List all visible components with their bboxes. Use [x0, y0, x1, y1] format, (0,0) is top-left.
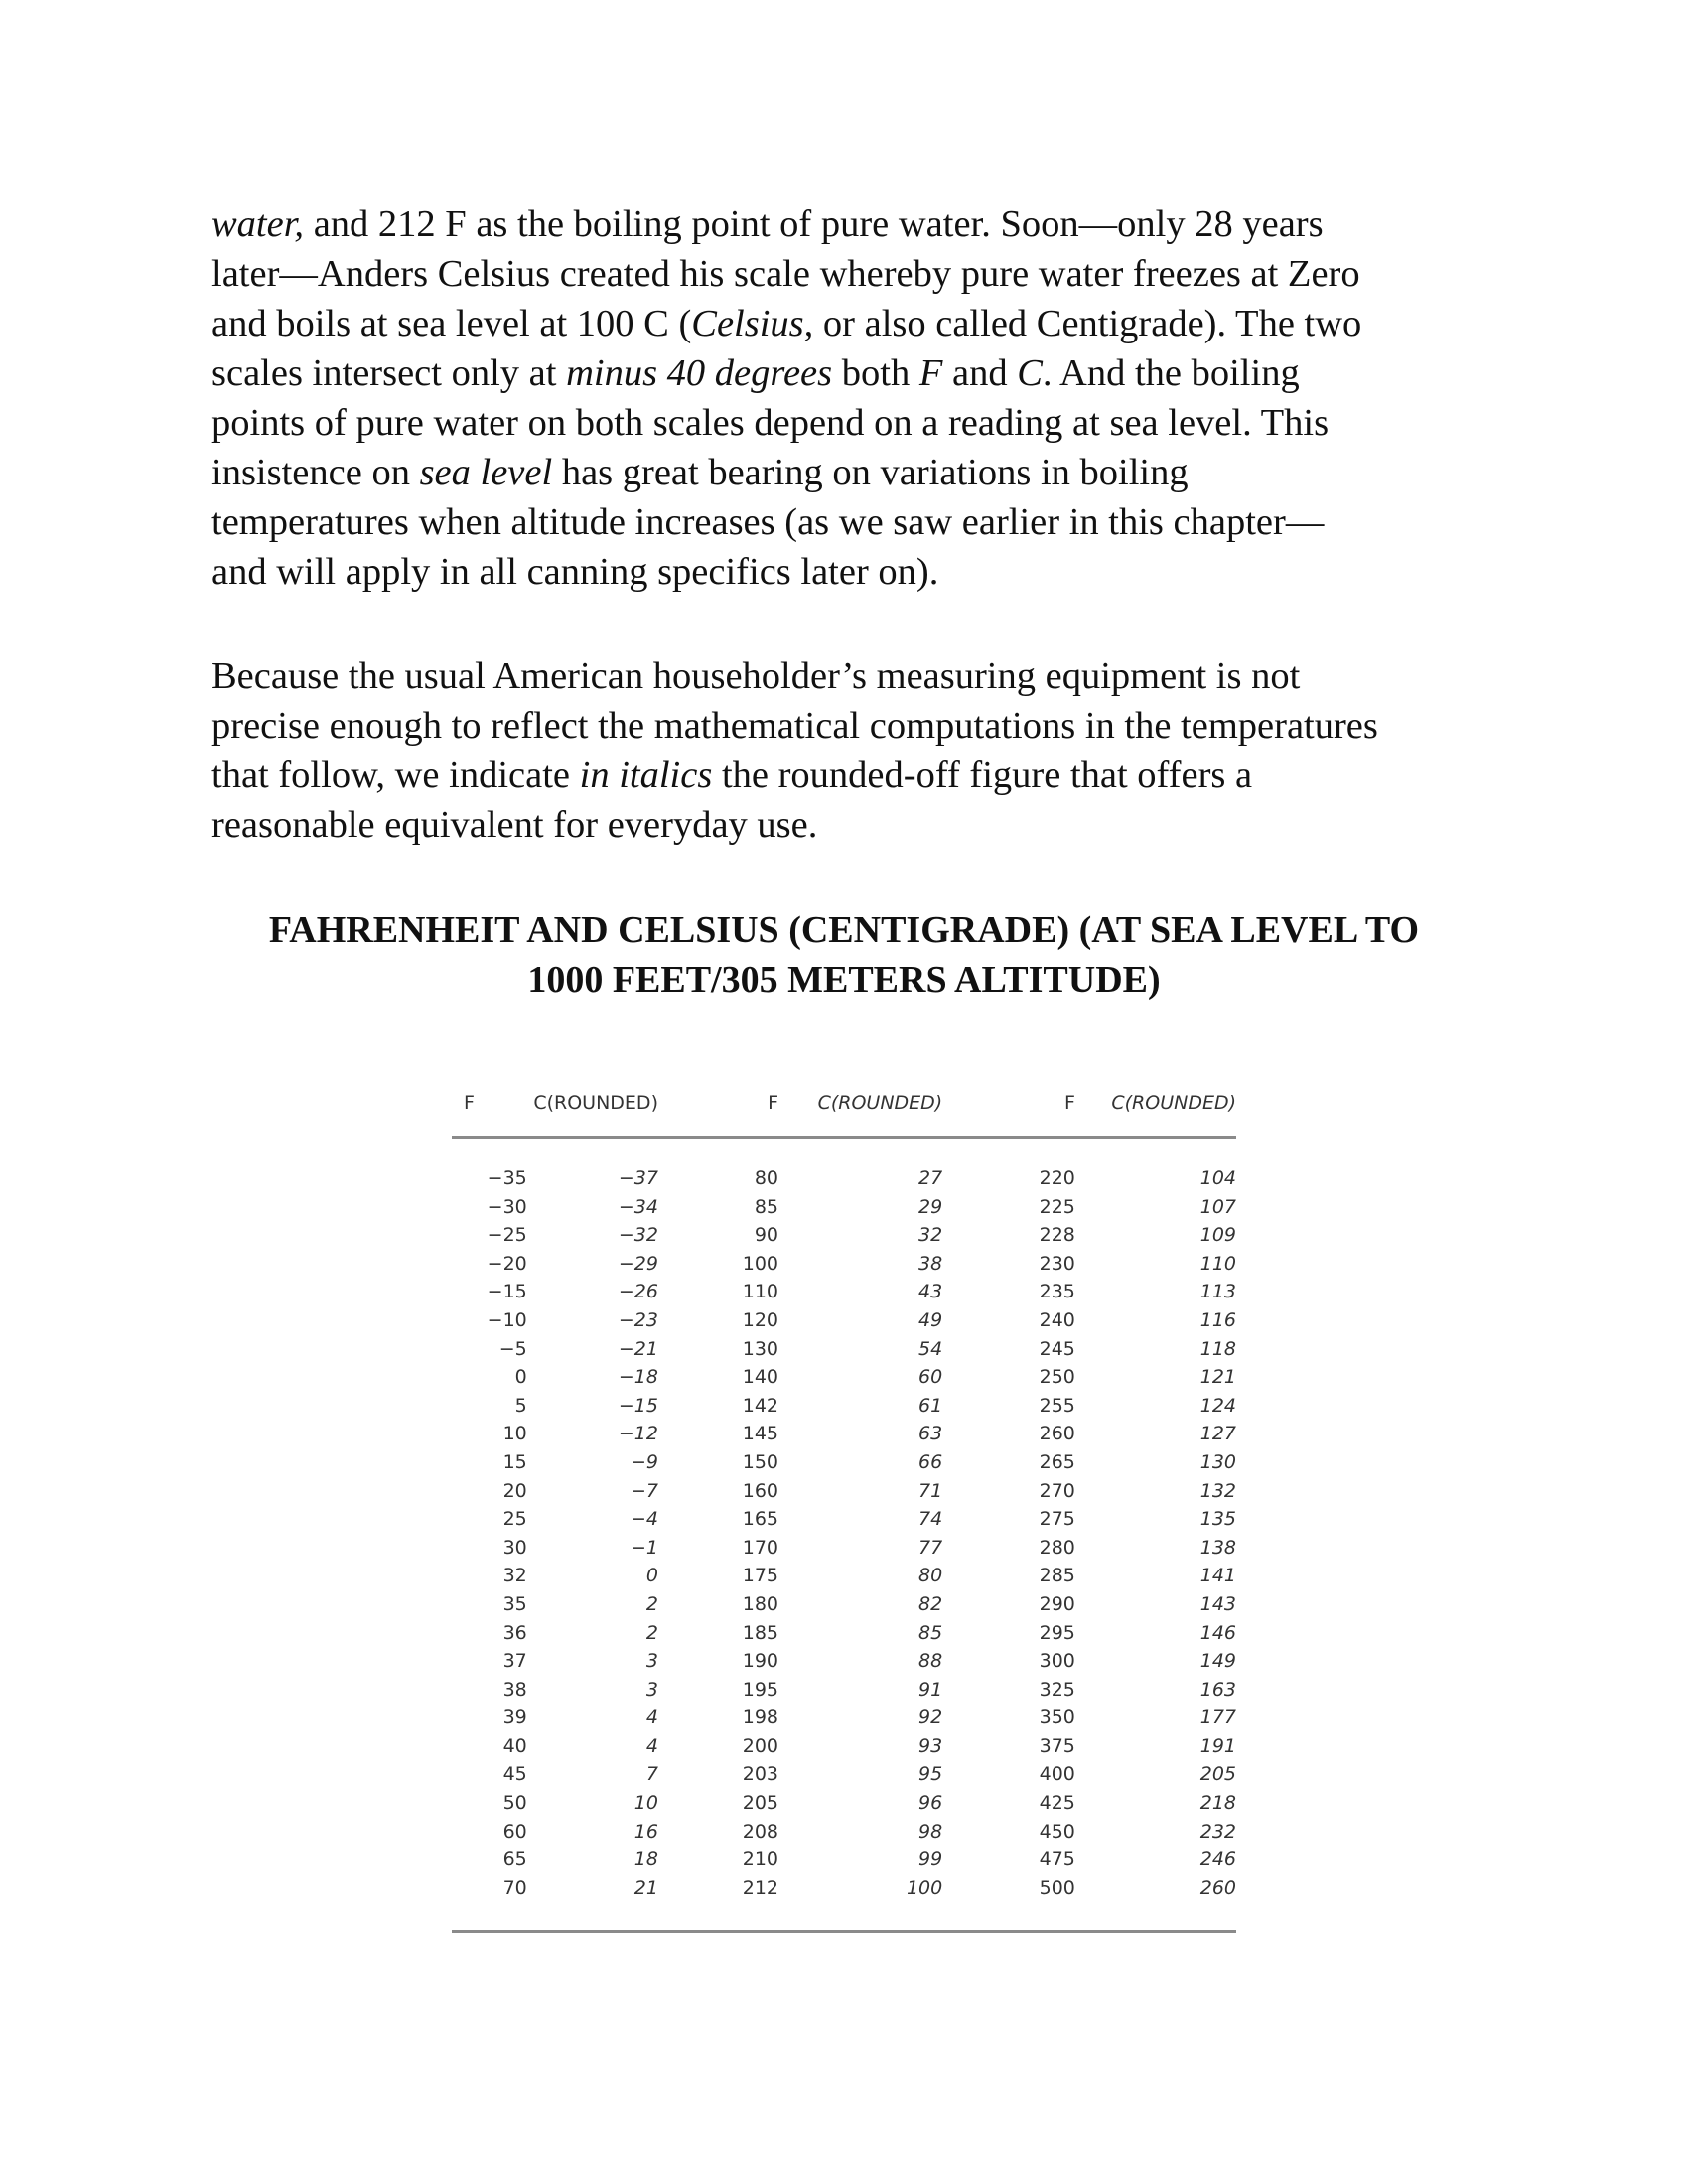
cell-f-3: 500	[1039, 1876, 1075, 1899]
text-line	[211, 701, 1502, 751]
cell-f-1: 25	[502, 1508, 527, 1531]
cell-f-3: 400	[1039, 1763, 1075, 1786]
table-row	[452, 1676, 1236, 1705]
fahrenheit-celsius-table	[452, 1082, 1236, 1933]
table-row	[452, 1335, 1236, 1364]
cell-f-3: 475	[1039, 1848, 1075, 1871]
cell-c-rounded-1: 10	[633, 1792, 658, 1815]
table-row	[452, 1505, 1236, 1534]
cell-f-2: 175	[742, 1565, 778, 1587]
cell-c-rounded-2: 71	[918, 1479, 943, 1502]
cell-f-3: 225	[1039, 1195, 1075, 1218]
text-line	[211, 200, 1502, 249]
cell-c-rounded-1: 21	[633, 1876, 658, 1899]
cell-f-1: −20	[487, 1252, 527, 1275]
cell-c-rounded-1: 7	[645, 1763, 658, 1786]
table-row	[452, 1448, 1236, 1477]
cell-c-rounded-2: 60	[918, 1366, 943, 1389]
cell-c-rounded-1: 4	[645, 1706, 658, 1729]
paragraph-rounding-note	[211, 651, 1502, 850]
cell-c-rounded-2: 88	[918, 1650, 943, 1673]
cell-f-2: 142	[742, 1394, 778, 1417]
cell-c-rounded-3: 205	[1199, 1763, 1236, 1786]
header-c-rounded-1: C(ROUNDED)	[533, 1092, 658, 1114]
cell-f-3: 280	[1039, 1536, 1075, 1559]
text-run: scales intersect only at	[211, 352, 567, 394]
text-run: and	[942, 352, 1018, 394]
paragraph-temperature-scales	[211, 200, 1502, 597]
cell-c-rounded-3: 116	[1199, 1308, 1236, 1331]
text-run: has great bearing on variations in boiling	[552, 452, 1189, 493]
cell-c-rounded-3: 113	[1199, 1281, 1236, 1303]
cell-c-rounded-2: 61	[918, 1394, 943, 1417]
table-row	[452, 1138, 1236, 1193]
text-line	[211, 299, 1502, 348]
header-f-3: F	[1063, 1092, 1075, 1114]
table-heading-line-2: 1000 FEET/305 METERS ALTITUDE)	[527, 959, 1161, 1001]
cell-c-rounded-2: 43	[918, 1281, 943, 1303]
italic-text: F	[918, 352, 943, 394]
cell-f-1: 45	[502, 1763, 527, 1786]
cell-f-3: 260	[1039, 1423, 1075, 1445]
text-run: temperatures when altitude increases (as we saw earlier in this chapter—	[211, 501, 1325, 543]
conversion-table-container	[452, 1082, 1236, 1933]
cell-f-2: 110	[742, 1281, 778, 1303]
table-row	[452, 1845, 1236, 1874]
cell-c-rounded-1: −1	[630, 1536, 658, 1559]
cell-c-rounded-3: 177	[1199, 1706, 1236, 1729]
text-run: reasonable equivalent for everyday use.	[211, 804, 818, 846]
table-row	[452, 1789, 1236, 1818]
italic-text: sea level	[419, 452, 553, 493]
cell-f-3: 350	[1039, 1706, 1075, 1729]
cell-c-rounded-2: 92	[918, 1706, 943, 1729]
cell-f-1: 32	[502, 1565, 527, 1587]
cell-c-rounded-2: 82	[918, 1592, 943, 1615]
cell-f-1: 50	[502, 1792, 527, 1815]
cell-c-rounded-2: 27	[918, 1167, 943, 1189]
cell-f-2: 145	[742, 1423, 778, 1445]
table-row	[452, 1363, 1236, 1392]
cell-c-rounded-3: 141	[1199, 1565, 1236, 1587]
cell-f-3: 220	[1039, 1167, 1075, 1189]
cell-f-3: 325	[1039, 1678, 1075, 1701]
cell-f-2: 203	[742, 1763, 778, 1786]
cell-c-rounded-3: 149	[1199, 1650, 1236, 1673]
italic-text: minus 40 degrees	[566, 352, 833, 394]
cell-f-3: 230	[1039, 1252, 1075, 1275]
cell-c-rounded-2: 85	[918, 1621, 943, 1644]
cell-f-2: 100	[742, 1252, 778, 1275]
text-run: that follow, we indicate	[211, 754, 580, 796]
cell-f-3: 250	[1039, 1366, 1075, 1389]
cell-c-rounded-3: 146	[1199, 1621, 1236, 1644]
cell-c-rounded-2: 74	[918, 1508, 943, 1531]
cell-c-rounded-2: 29	[918, 1195, 943, 1218]
cell-f-1: 5	[514, 1394, 527, 1417]
cell-c-rounded-2: 96	[918, 1792, 943, 1815]
cell-f-3: 255	[1039, 1394, 1075, 1417]
cell-f-3: 295	[1039, 1621, 1075, 1644]
cell-f-2: 120	[742, 1308, 778, 1331]
cell-c-rounded-1: −32	[618, 1224, 658, 1247]
cell-c-rounded-3: 104	[1199, 1167, 1236, 1189]
cell-f-3: 375	[1039, 1734, 1075, 1757]
cell-c-rounded-2: 80	[918, 1565, 943, 1587]
cell-c-rounded-2: 91	[918, 1678, 943, 1701]
cell-c-rounded-2: 93	[918, 1734, 943, 1757]
text-run: and boils at sea level at 100 C (	[211, 303, 692, 344]
table-row	[452, 1562, 1236, 1590]
text-line	[211, 651, 1502, 701]
header-c-rounded-3: C(ROUNDED)	[1111, 1092, 1236, 1114]
header-f-2: F	[768, 1092, 778, 1114]
cell-c-rounded-3: 124	[1199, 1394, 1236, 1417]
table-heading	[179, 905, 1509, 1005]
cell-c-rounded-1: −12	[618, 1423, 658, 1445]
cell-c-rounded-1: −21	[618, 1337, 658, 1360]
cell-f-2: 190	[742, 1650, 778, 1673]
cell-f-1: 15	[502, 1450, 527, 1473]
cell-c-rounded-1: 16	[633, 1820, 658, 1843]
text-run: and 212 F as the boiling point of pure water. Soon—only 28 years	[304, 204, 1324, 245]
table-row	[452, 1818, 1236, 1846]
cell-c-rounded-3: 138	[1199, 1536, 1236, 1559]
text-line	[211, 448, 1502, 497]
cell-f-1: 20	[502, 1479, 527, 1502]
cell-c-rounded-1: −37	[618, 1167, 658, 1189]
cell-f-2: 200	[742, 1734, 778, 1757]
header-f-1: F	[464, 1092, 475, 1114]
cell-f-3: 245	[1039, 1337, 1075, 1360]
cell-c-rounded-3: 132	[1199, 1479, 1236, 1502]
cell-c-rounded-3: 163	[1199, 1678, 1236, 1701]
cell-f-3: 265	[1039, 1450, 1075, 1473]
cell-f-2: 160	[742, 1479, 778, 1502]
cell-f-2: 180	[742, 1592, 778, 1615]
text-run: points of pure water on both scales depend on a reading at sea level. This	[211, 402, 1330, 444]
cell-c-rounded-1: −4	[630, 1508, 658, 1531]
cell-f-1: 37	[502, 1650, 527, 1673]
table-row	[452, 1221, 1236, 1250]
cell-f-3: 300	[1039, 1650, 1075, 1673]
cell-f-3: 240	[1039, 1308, 1075, 1331]
cell-c-rounded-2: 32	[918, 1224, 943, 1247]
table-row	[452, 1704, 1236, 1732]
cell-c-rounded-1: −15	[618, 1394, 658, 1417]
table-row	[452, 1619, 1236, 1648]
cell-c-rounded-2: 54	[918, 1337, 943, 1360]
cell-f-3: 275	[1039, 1508, 1075, 1531]
cell-f-3: 270	[1039, 1479, 1075, 1502]
italic-text: C	[1017, 352, 1043, 394]
cell-f-1: 60	[502, 1820, 527, 1843]
text-line	[211, 497, 1502, 547]
cell-f-1: 35	[502, 1592, 527, 1615]
italic-text: water,	[211, 204, 305, 245]
cell-c-rounded-3: 118	[1199, 1337, 1236, 1360]
cell-f-1: −30	[487, 1195, 527, 1218]
table-row	[452, 1732, 1236, 1761]
cell-f-2: 90	[754, 1224, 778, 1247]
italic-text: Celsius,	[691, 303, 814, 344]
cell-f-1: 0	[514, 1366, 527, 1389]
table-row	[452, 1306, 1236, 1335]
cell-c-rounded-1: 2	[645, 1621, 658, 1644]
cell-f-2: 208	[742, 1820, 778, 1843]
cell-f-3: 235	[1039, 1281, 1075, 1303]
cell-c-rounded-1: −7	[630, 1479, 658, 1502]
text-line	[211, 800, 1502, 850]
cell-f-2: 150	[742, 1450, 778, 1473]
cell-c-rounded-3: 143	[1199, 1592, 1236, 1615]
cell-f-1: −10	[487, 1308, 527, 1331]
text-run: Because the usual American householder’s measuring equipment is not	[211, 655, 1301, 697]
cell-c-rounded-3: 218	[1199, 1792, 1236, 1815]
table-row	[452, 1590, 1236, 1619]
cell-c-rounded-1: 2	[645, 1592, 658, 1615]
cell-c-rounded-3: 246	[1199, 1848, 1236, 1871]
cell-f-3: 450	[1039, 1820, 1075, 1843]
cell-f-2: 210	[742, 1848, 778, 1871]
cell-c-rounded-1: −23	[618, 1308, 658, 1331]
text-run: both	[832, 352, 919, 394]
cell-f-3: 285	[1039, 1565, 1075, 1587]
cell-c-rounded-1: −29	[618, 1252, 658, 1275]
text-line	[211, 348, 1502, 398]
text-run: and will apply in all canning specifics later on).	[211, 551, 939, 593]
cell-c-rounded-3: 121	[1199, 1366, 1236, 1389]
table-row	[452, 1420, 1236, 1448]
cell-c-rounded-1: 3	[645, 1650, 658, 1673]
cell-c-rounded-1: −34	[618, 1195, 658, 1218]
cell-c-rounded-3: 135	[1199, 1508, 1236, 1531]
cell-f-1: −25	[487, 1224, 527, 1247]
cell-c-rounded-3: 110	[1199, 1252, 1236, 1275]
table-row	[452, 1647, 1236, 1676]
cell-c-rounded-1: 0	[645, 1565, 658, 1587]
cell-f-2: 170	[742, 1536, 778, 1559]
table-row	[452, 1392, 1236, 1421]
cell-c-rounded-3: 107	[1199, 1195, 1236, 1218]
text-run: later—Anders Celsius created his scale whereby pure water freezes at Zero	[211, 253, 1360, 295]
cell-c-rounded-2: 98	[918, 1820, 943, 1843]
cell-f-2: 185	[742, 1621, 778, 1644]
text-line	[211, 547, 1502, 597]
cell-f-1: 40	[502, 1734, 527, 1757]
cell-c-rounded-2: 63	[918, 1423, 943, 1445]
cell-f-2: 195	[742, 1678, 778, 1701]
cell-c-rounded-1: −26	[618, 1281, 658, 1303]
cell-c-rounded-2: 38	[918, 1252, 943, 1275]
cell-f-3: 228	[1039, 1224, 1075, 1247]
cell-c-rounded-3: 191	[1199, 1734, 1236, 1757]
cell-f-2: 130	[742, 1337, 778, 1360]
text-line	[211, 751, 1502, 800]
cell-f-2: 198	[742, 1706, 778, 1729]
table-header-row	[452, 1082, 1236, 1138]
table-row	[452, 1534, 1236, 1563]
text-run: insistence on	[211, 452, 420, 493]
cell-f-1: 10	[502, 1423, 527, 1445]
cell-f-2: 205	[742, 1792, 778, 1815]
cell-f-2: 165	[742, 1508, 778, 1531]
cell-c-rounded-3: 127	[1199, 1423, 1236, 1445]
table-row	[452, 1874, 1236, 1932]
cell-f-1: 30	[502, 1536, 527, 1559]
text-run: the rounded-off figure that offers a	[712, 754, 1253, 796]
cell-c-rounded-1: 3	[645, 1678, 658, 1701]
cell-c-rounded-2: 66	[918, 1450, 943, 1473]
table-row	[452, 1760, 1236, 1789]
table-row	[452, 1477, 1236, 1506]
text-run: . And the boiling	[1042, 352, 1300, 394]
italic-text: in italics	[579, 754, 713, 796]
cell-f-3: 425	[1039, 1792, 1075, 1815]
cell-f-1: 70	[502, 1876, 527, 1899]
text-line	[211, 249, 1502, 299]
text-run: precise enough to reflect the mathematical computations in the temperatures	[211, 705, 1378, 747]
text-line	[211, 398, 1502, 448]
cell-c-rounded-2: 95	[918, 1763, 943, 1786]
cell-c-rounded-2: 49	[918, 1308, 943, 1331]
header-c-rounded-2: C(ROUNDED)	[817, 1092, 943, 1114]
cell-f-1: −35	[487, 1167, 527, 1189]
cell-f-2: 212	[742, 1876, 778, 1899]
table-row	[452, 1250, 1236, 1279]
cell-f-1: 38	[502, 1678, 527, 1701]
cell-f-1: 39	[502, 1706, 527, 1729]
cell-f-1: −15	[487, 1281, 527, 1303]
cell-f-2: 85	[754, 1195, 778, 1218]
cell-f-1: 36	[502, 1621, 527, 1644]
cell-c-rounded-1: −9	[630, 1450, 658, 1473]
cell-c-rounded-3: 260	[1199, 1876, 1236, 1899]
cell-f-2: 80	[754, 1167, 778, 1189]
cell-f-3: 290	[1039, 1592, 1075, 1615]
cell-f-2: 140	[742, 1366, 778, 1389]
cell-c-rounded-1: 4	[645, 1734, 658, 1757]
cell-c-rounded-1: −18	[618, 1366, 658, 1389]
cell-c-rounded-3: 232	[1199, 1820, 1236, 1843]
cell-c-rounded-1: 18	[633, 1848, 658, 1871]
text-run: or also called Centigrade). The two	[813, 303, 1362, 344]
table-row	[452, 1278, 1236, 1306]
cell-c-rounded-2: 99	[918, 1848, 943, 1871]
cell-c-rounded-3: 109	[1199, 1224, 1236, 1247]
cell-c-rounded-2: 77	[918, 1536, 943, 1559]
cell-c-rounded-3: 130	[1199, 1450, 1236, 1473]
table-body	[452, 1138, 1236, 1932]
table-row	[452, 1193, 1236, 1222]
cell-f-1: −5	[498, 1337, 527, 1360]
table-heading-line-1: FAHRENHEIT AND CELSIUS (CENTIGRADE) (AT SEA LEVEL TO	[268, 909, 1420, 951]
cell-f-1: 65	[502, 1848, 527, 1871]
cell-c-rounded-2: 100	[906, 1876, 943, 1899]
